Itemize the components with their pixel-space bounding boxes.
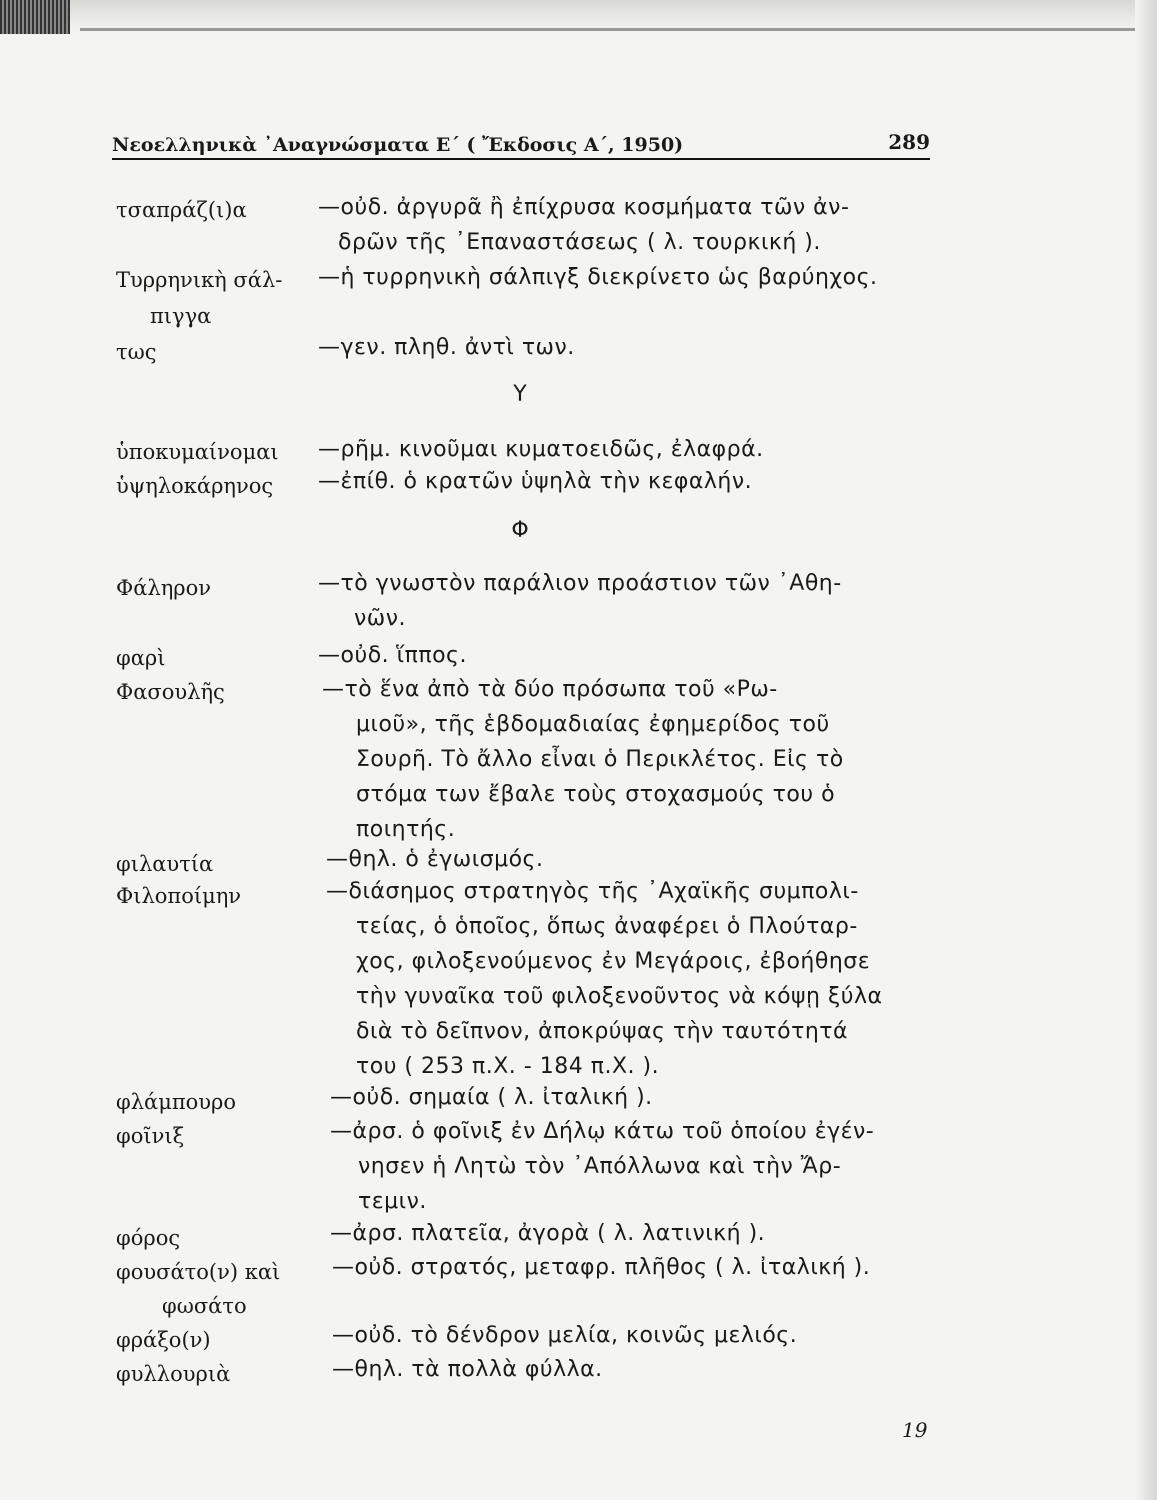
glossary-definition	[332, 1318, 797, 1353]
definition-line: τὴν γυναῖκα τοῦ φιλοξενοῦντος νὰ κόψῃ ξύλα	[356, 984, 883, 1009]
definition-line: —ἐπίθ. ὁ κρατῶν ὑψηλὰ τὴν κεφαλήν.	[318, 469, 753, 494]
definition-line: χος, φιλοξενούμενος ἐν Μεγάροις, ἐβοήθησε	[356, 949, 871, 974]
definition-line: —ἀρσ. ὁ φοῖνιξ ἐν Δήλῳ κάτω τοῦ ὁποίου ἐγέν-	[330, 1119, 875, 1144]
glossary-term: φλάμπουρο	[116, 1090, 237, 1114]
definition-line: —τὸ γνωστὸν παράλιον προάστιον τῶν ᾿Αθη-	[318, 571, 842, 596]
scan-rule	[80, 28, 1157, 31]
definition-line: Σουρῆ. Τὸ ἄλλο εἶναι ὁ Περικλέτος. Εἰς τὸ	[356, 747, 844, 772]
definition-line: —ρῆμ. κινοῦμαι κυματοειδῶς, ἐλαφρά.	[318, 437, 764, 462]
glossary-term-continued: πιγγα	[150, 304, 212, 328]
glossary-term: φιλαυτία	[116, 852, 214, 876]
running-title: Νεοελληνικὰ ᾿Αναγνώσματα Ε΄ ( Ἔκδοσις Α΄, 1950)	[112, 134, 684, 156]
definition-line: —γεν. πληθ. ἀντὶ των.	[318, 335, 575, 360]
definition-line: δρῶν τῆς ᾿Επαναστάσεως ( λ. τουρκική ).	[338, 230, 821, 255]
definition-line: —οὐδ. ἀργυρᾶ ἢ ἐπίχρυσα κοσμήματα τῶν ἀν-	[318, 195, 850, 220]
definition-line: στόμα των ἔβαλε τοὺς στοχασμούς του ὁ	[356, 782, 836, 807]
glossary-term: Φάληρον	[116, 576, 212, 600]
glossary-term: ὑψηλοκάρηνος	[116, 474, 274, 498]
scan-top-edge	[0, 0, 1157, 34]
definition-line: νησεν ἡ Λητὼ τὸν ᾿Απόλλωνα καὶ τὴν Ἄρ-	[358, 1154, 842, 1179]
definition-line: —οὐδ. στρατός, μεταφρ. πλῆθος ( λ. ἰταλική ).	[332, 1255, 871, 1280]
glossary-definition	[330, 1080, 653, 1115]
glossary-definition	[318, 638, 467, 673]
glossary-term: Φιλοποίμην	[116, 884, 242, 908]
glossary-definition	[326, 842, 543, 877]
definition-line: —θηλ. τὰ πολλὰ φύλλα.	[332, 1357, 603, 1382]
scan-corner	[0, 0, 70, 34]
glossary-term: Φασουλῆς	[116, 680, 225, 704]
definition-line: μιοῦ», τῆς ἑβδομαδιαίας ἐφημερίδος τοῦ	[356, 712, 830, 737]
glossary-definition	[318, 432, 764, 467]
glossary-term: φυλλουριὰ	[116, 1362, 231, 1386]
glossary-term-continued: φωσάτο	[162, 1294, 247, 1318]
glossary-term: Τυρρηνικὴ σάλ-	[116, 268, 283, 292]
scan-side-shadow	[1135, 0, 1157, 1500]
glossary-definition	[330, 1216, 765, 1251]
definition-line: —οὐδ. τὸ δένδρον μελία, κοινῶς μελιός.	[332, 1323, 798, 1348]
glossary-term: τως	[116, 340, 157, 364]
definition-line: τεμιν.	[358, 1189, 427, 1214]
page-number: 289	[888, 130, 930, 154]
glossary-term: τσαπράζ(ι)α	[116, 198, 247, 222]
definition-line: —διάσημος στρατηγὸς τῆς ᾿Αχαϊκῆς συμπολι-	[326, 879, 859, 904]
glossary-definition	[332, 1250, 870, 1285]
glossary-definition	[332, 1352, 603, 1387]
definition-line: διὰ τὸ δεῖπνον, ἀποκρύψας τὴν ταυτότητά	[356, 1019, 849, 1044]
signature-mark: 19	[902, 1418, 928, 1442]
definition-line: ποιητής.	[356, 817, 456, 842]
definition-line: —ἀρσ. πλατεῖα, ἀγορὰ ( λ. λατινική ).	[330, 1221, 766, 1246]
page-header	[112, 128, 930, 160]
glossary-definition	[326, 874, 883, 1084]
glossary-definition	[318, 190, 849, 260]
glossary-definition	[318, 260, 878, 295]
glossary-term: φαρὶ	[116, 646, 166, 670]
glossary-term: φόρος	[116, 1226, 181, 1250]
glossary-definition	[318, 566, 842, 636]
glossary-term: ὑποκυμαίνομαι	[116, 440, 279, 464]
glossary-definition	[330, 1114, 874, 1219]
glossary-term: φράξο(ν)	[116, 1328, 211, 1352]
glossary-term: φουσάτο(ν) καὶ	[116, 1260, 281, 1284]
glossary-definition	[318, 330, 575, 365]
glossary-definition	[318, 464, 752, 499]
definition-line: —τὸ ἕνα ἀπὸ τὰ δύο πρόσωπα τοῦ «Ρω-	[322, 677, 778, 702]
definition-line: του ( 253 π.Χ. - 184 π.Χ. ).	[356, 1054, 660, 1079]
glossary-definition	[322, 672, 844, 847]
glossary-term: φοῖνιξ	[116, 1124, 185, 1148]
definition-line: —ἡ τυρρηνικὴ σάλπιγξ διεκρίνετο ὡς βαρύηχος.	[318, 265, 878, 290]
definition-line: νῶν.	[354, 606, 406, 631]
definition-line: —οὐδ. ἵππος.	[318, 643, 467, 668]
definition-line: —θηλ. ὁ ἐγωισμός.	[326, 847, 544, 872]
definition-line: τείας, ὁ ὁποῖος, ὅπως ἀναφέρει ὁ Πλούταρ-	[356, 914, 858, 939]
section-letter: Υ	[513, 382, 527, 407]
definition-line: —οὐδ. σημαία ( λ. ἰταλική ).	[330, 1085, 653, 1110]
section-letter: Φ	[511, 518, 529, 543]
